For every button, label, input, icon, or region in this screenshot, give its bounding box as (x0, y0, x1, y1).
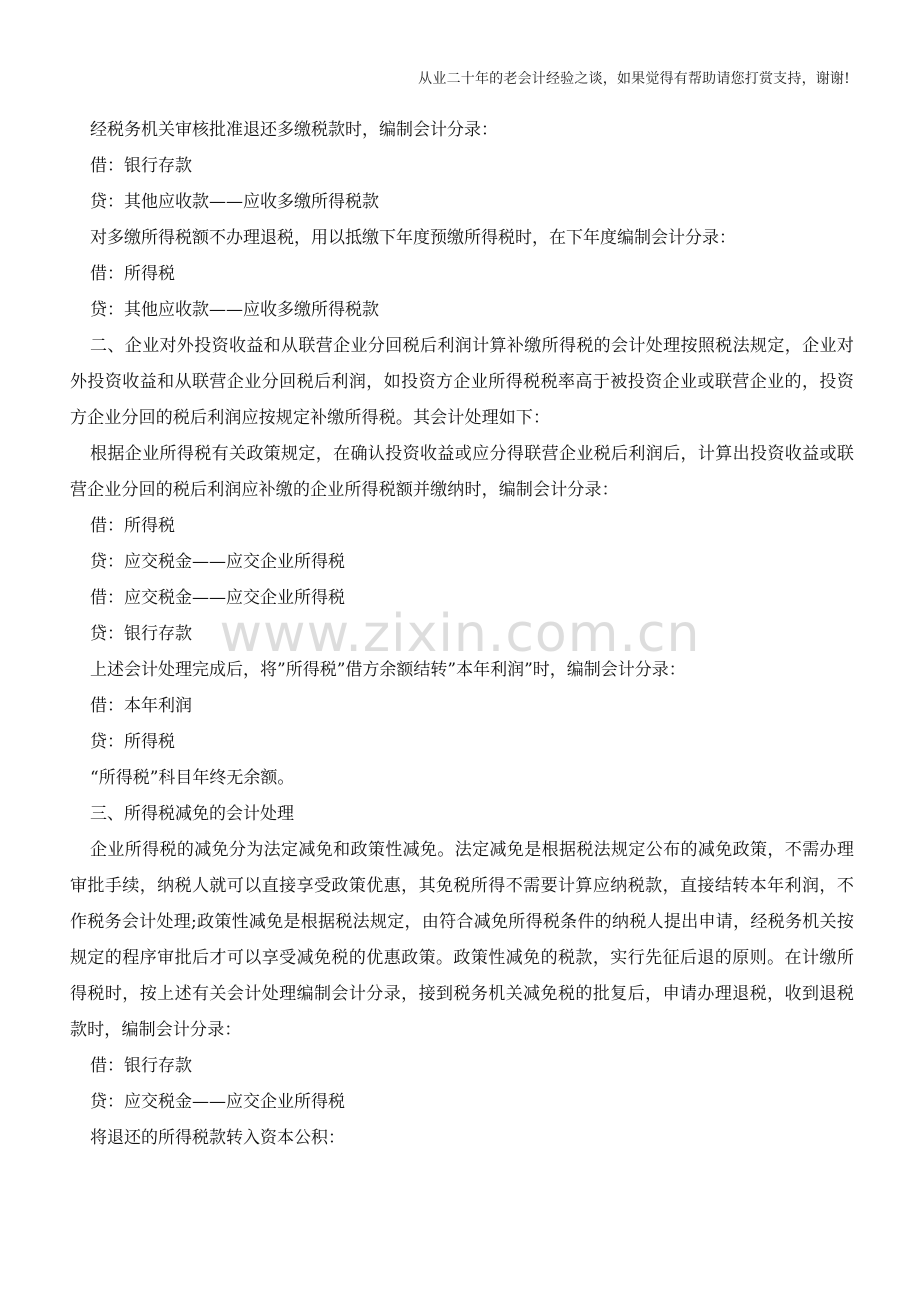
section-heading: 三、所得税减免的会计处理 (90, 804, 294, 824)
document-body (70, 112, 854, 1156)
paragraph-section-two: 二、企业对外投资收益和从联营企业分回税后利润计算补缴所得税的会计处理按照税法规定，企业对外投资收益和从联营企业分回税后利润，如投资方企业所得税税率高于被投资企业或联营企业的，投资方企业分回的税后利润应按规定补缴所得税。其会计处理如下： (70, 336, 854, 428)
text-line: 上述会计处理完成后，将”所得税”借方余额结转”本年利润”时，编制会计分录： (90, 660, 686, 680)
journal-entry-credit: 贷：其他应收款——应收多缴所得税款 (90, 192, 379, 212)
journal-entry-debit: 借：所得税 (90, 516, 175, 536)
header-note: 从业二十年的老会计经验之谈，如果觉得有帮助请您打赏支持，谢谢! (418, 71, 850, 87)
journal-entry-credit: 贷：所得税 (90, 732, 175, 752)
journal-entry-credit: 贷：应交税金——应交企业所得税 (90, 1092, 345, 1112)
paragraph: 根据企业所得税有关政策规定，在确认投资收益或应分得联营企业税后利润后，计算出投资收益或联营企业分回的税后利润应补缴的企业所得税额并缴纳时，编制会计分录： (70, 444, 854, 500)
journal-entry-credit: 贷：银行存款 (90, 624, 192, 644)
text-line: 经税务机关审核批准退还多缴税款时，编制会计分录： (90, 120, 498, 140)
text-line: 将退还的所得税款转入资本公积： (90, 1128, 345, 1148)
paragraph-section-three: 企业所得税的减免分为法定减免和政策性减免。法定减免是根据税法规定公布的减免政策，不需办理审批手续，纳税人就可以直接享受政策优惠，其免税所得不需要计算应纳税款，直接结转本年利润，不作税务会计处理;政策性减免是根据税法规定，由符合减免所得税条件的纳税人提出申请，经税务机关按规定的程序审批后才可以享受减免税的优惠政策。政策性减免的税款，实行先征后退的原则。在计缴所得税时，按上述有关会计处理编制会计分录，接到税务机关减免税的批复后，申请办理退税，收到退税款时，编制会计分录： (70, 840, 854, 1040)
journal-entry-credit: 贷：其他应收款——应收多缴所得税款 (90, 300, 379, 320)
watermark: www.zixin.com.cn (219, 604, 701, 664)
journal-entry-debit: 借：银行存款 (90, 156, 192, 176)
journal-entry-debit: 借：本年利润 (90, 696, 192, 716)
text-line: “所得税”科目年终无余额。 (90, 768, 295, 788)
text-line: 对多缴所得税额不办理退税，用以抵缴下年度预缴所得税时，在下年度编制会计分录： (90, 228, 736, 248)
journal-entry-debit: 借：应交税金——应交企业所得税 (90, 588, 345, 608)
journal-entry-debit: 借：银行存款 (90, 1056, 192, 1076)
journal-entry-credit: 贷：应交税金——应交企业所得税 (90, 552, 345, 572)
journal-entry-debit: 借：所得税 (90, 264, 175, 284)
